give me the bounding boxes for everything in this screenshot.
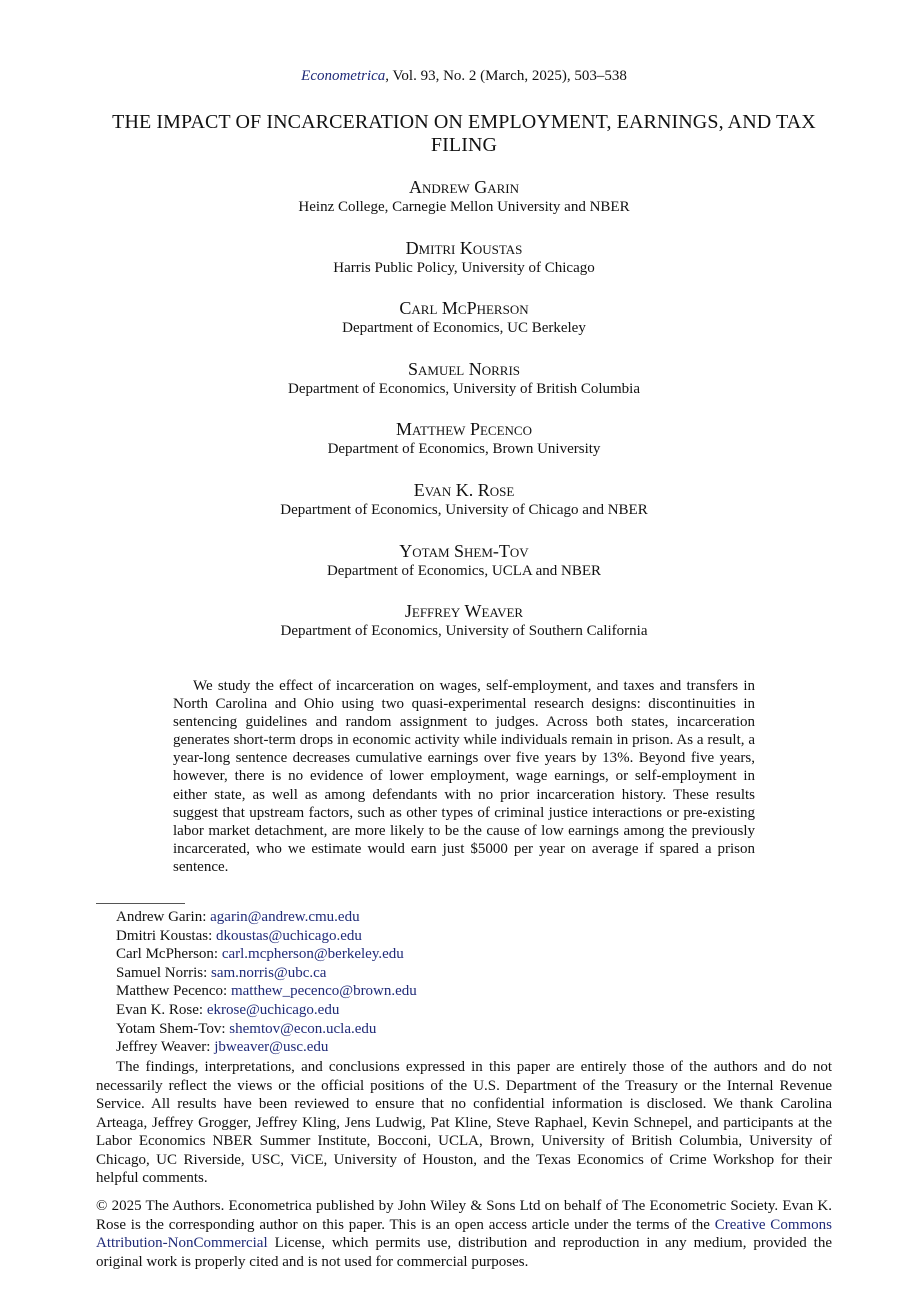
author-name: Andrew Garin bbox=[409, 177, 519, 197]
author-name: Samuel Norris bbox=[407, 358, 521, 379]
author-affiliation: Department of Economics, UC Berkeley bbox=[342, 320, 586, 337]
author-block bbox=[0, 600, 900, 661]
email-row bbox=[116, 1001, 417, 1020]
email-row bbox=[116, 982, 417, 1001]
license-link[interactable]: Creative Commons Attribution-NonCommercial bbox=[96, 1216, 832, 1251]
footnote-divider bbox=[96, 903, 185, 904]
author-block bbox=[0, 418, 900, 479]
abstract: We study the effect of incarceration on wages, self-employment, and taxes and transfers in North Carolina and Ohio using two quasi-experimental research designs: discontinuities in sentencing guidelines and random assignment to judges. Across both states, incarceration generates short-term drops in economic activity while individuals remain in prison. As a result, a year-long sentence decreases cumulative earnings over five years by 13%. Beyond five years, however, there is no evidence of lower employment, wage earnings, or self-employment in either state, as well as among defendants with no prior incarceration history. These results suggest that upstream factors, such as other types of criminal justice interactions or pre-existing labor market detachment, are more likely to be the cause of low earnings among the previously incarcerated, who we estimate would earn just $5000 per year on average if spared a prison sentence. bbox=[173, 678, 755, 875]
author-block bbox=[0, 540, 900, 601]
email-link[interactable]: jbweaver@usc.edu bbox=[214, 1039, 329, 1056]
email-link[interactable]: ekrose@uchicago.edu bbox=[206, 1001, 340, 1018]
author-block bbox=[0, 176, 900, 237]
author-name: Evan K. Rose bbox=[413, 479, 515, 500]
author-name: Dmitri Koustas bbox=[405, 237, 523, 258]
author-affiliation: Department of Economics, Brown University bbox=[327, 441, 601, 458]
email-row bbox=[116, 964, 417, 983]
author-affiliation: Department of Economics, University of Chicago and NBER bbox=[280, 501, 648, 518]
email-label: Dmitri Koustas: bbox=[116, 927, 216, 944]
author-affiliation: Harris Public Policy, University of Chicago bbox=[333, 259, 595, 276]
author-affiliation: Department of Economics, University of Southern California bbox=[280, 623, 648, 640]
author-email-list bbox=[116, 908, 417, 1057]
email-label: Carl McPherson: bbox=[116, 946, 222, 963]
email-row bbox=[116, 1020, 417, 1039]
author-affiliation: Department of Economics, University of British Columbia bbox=[287, 380, 641, 397]
author-block bbox=[0, 479, 900, 540]
email-row bbox=[116, 1038, 417, 1057]
copyright-note bbox=[96, 1197, 832, 1271]
author-name: Matthew Pecenco bbox=[396, 419, 532, 440]
author-list bbox=[0, 176, 900, 661]
copyright-text-end: License, which permits use, distribution and reproduction in any medium, provided the original work is properly cited and is not used for commercial purposes. bbox=[96, 1235, 832, 1270]
copyright-text: © 2025 The Authors. Econometrica published by John Wiley & Sons Ltd on behalf of The Econometric Society. Evan K. Rose is the corresponding author on this paper. This is an open access article under the terms of the bbox=[96, 1198, 832, 1233]
email-label: Evan K. Rose: bbox=[116, 1001, 207, 1018]
email-label: Yotam Shem-Tov: bbox=[116, 1020, 230, 1037]
email-row bbox=[116, 927, 417, 946]
email-link[interactable]: sam.norris@ubc.ca bbox=[211, 964, 327, 981]
email-label: Andrew Garin: bbox=[116, 909, 211, 925]
author-name: Carl McPherson bbox=[399, 298, 529, 319]
email-label: Samuel Norris: bbox=[116, 964, 211, 981]
email-link[interactable]: agarin@andrew.cmu.edu bbox=[210, 909, 360, 925]
email-label: Jeffrey Weaver: bbox=[116, 1039, 215, 1056]
email-link[interactable]: dkoustas@uchicago.edu bbox=[216, 927, 362, 944]
author-block bbox=[0, 358, 900, 419]
email-link[interactable]: matthew_pecenco@brown.edu bbox=[230, 983, 417, 1000]
author-affiliation: Department of Economics, UCLA and NBER bbox=[326, 562, 602, 579]
author-affiliation: Heinz College, Carnegie Mellon University and NBER bbox=[298, 199, 630, 215]
email-link[interactable]: shemtov@econ.ucla.edu bbox=[229, 1020, 377, 1037]
acknowledgements-note: The findings, interpretations, and conclusions expressed in this paper are entirely those of the authors and do not necessarily reflect the views or the official positions of the U.S. Department of the Treasury or the Internal Revenue Service. All results have been reviewed to ensure that no confidential information is disclosed. We thank Carolina Arteaga, Jeffrey Grogger, Jeffrey Kling, Jens Ludwig, Pat Kline, Steve Raphael, Kevin Schnepel, and participants at the Labor Economics NBER Summer Institute, Bocconi, UCLA, Brown, University of British Columbia, University of Chicago, UC Riverside, USC, ViCE, University of Houston, and the Texas Economics of Crime Workshop for their helpful comments. bbox=[96, 1059, 832, 1186]
author-block bbox=[0, 237, 900, 298]
email-row bbox=[116, 908, 417, 927]
journal-volume-info: , Vol. 93, No. 2 (March, 2025), 503–538 bbox=[385, 68, 627, 84]
email-label: Matthew Pecenco: bbox=[116, 983, 231, 1000]
author-name: Yotam Shem-Tov bbox=[399, 540, 529, 561]
email-row bbox=[116, 945, 417, 964]
journal-citation bbox=[0, 66, 900, 86]
author-name: Jeffrey Weaver bbox=[404, 601, 524, 622]
author-block bbox=[0, 297, 900, 358]
journal-name[interactable]: Econometrica bbox=[301, 68, 386, 84]
paper-title: THE IMPACT OF INCARCERATION ON EMPLOYMENT, EARNINGS, AND TAX FILING bbox=[112, 111, 816, 156]
email-link[interactable]: carl.mcpherson@berkeley.edu bbox=[221, 946, 404, 963]
